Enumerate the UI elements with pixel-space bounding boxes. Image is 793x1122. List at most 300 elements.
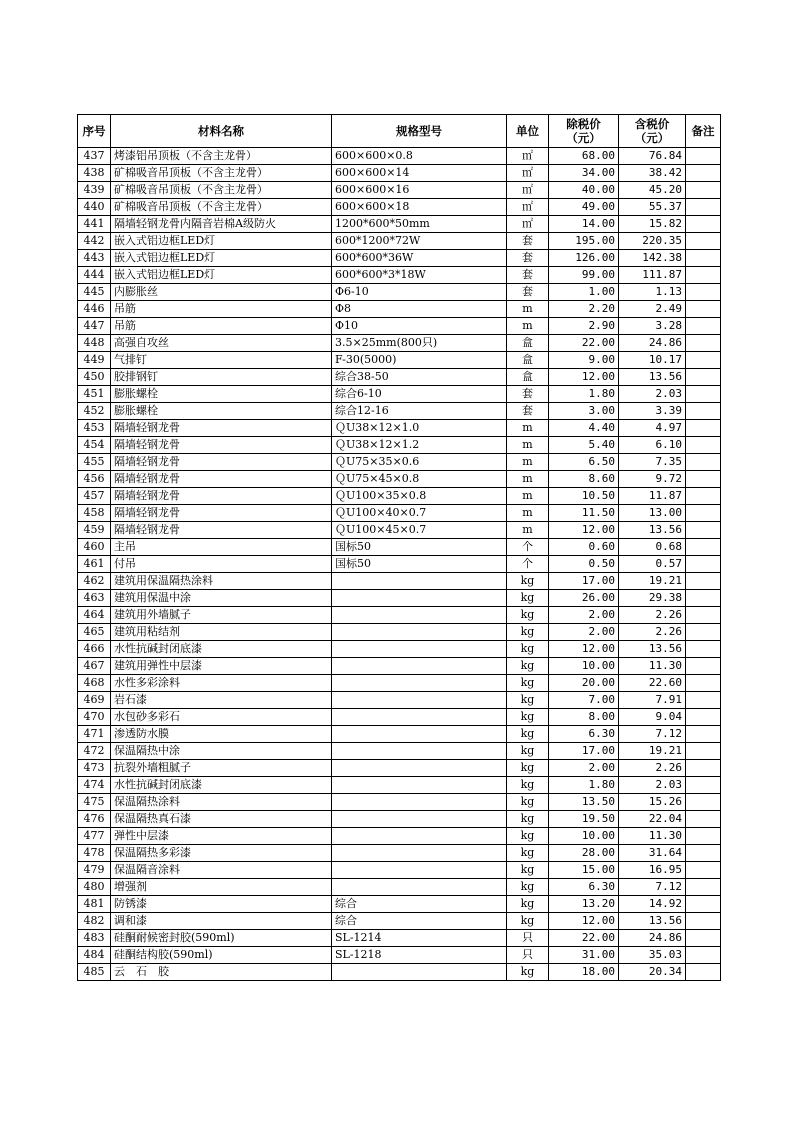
cell-price-ex-tax: 1.00 [549,284,619,301]
cell-price-ex-tax: 2.00 [549,760,619,777]
table-row [78,556,721,573]
cell-material-name: 主吊 [111,539,332,556]
table-row [78,590,721,607]
cell-price-inc-tax: 1.13 [619,284,686,301]
header-price-inc-tax [619,115,686,148]
cell-note [686,573,721,590]
cell-material-name: 硅酮耐候密封胶(590ml) [111,930,332,947]
cell-spec [332,828,507,845]
cell-unit: kg [507,777,549,794]
cell-unit: kg [507,675,549,692]
cell-unit: kg [507,879,549,896]
cell-material-name: 矿棉吸音吊顶板（不含主龙骨） [111,165,332,182]
cell-spec [332,726,507,743]
table-header-row [78,115,721,148]
table-row [78,743,721,760]
cell-no: 475 [78,794,111,811]
table-row [78,896,721,913]
table-row [78,658,721,675]
material-price-table [77,114,721,981]
cell-unit: 套 [507,284,549,301]
table-row [78,148,721,165]
cell-price-inc-tax: 0.68 [619,539,686,556]
cell-no: 457 [78,488,111,505]
cell-unit: kg [507,692,549,709]
cell-price-ex-tax: 13.50 [549,794,619,811]
cell-unit: 套 [507,386,549,403]
cell-spec [332,709,507,726]
cell-price-inc-tax: 19.21 [619,743,686,760]
cell-price-inc-tax: 10.17 [619,352,686,369]
cell-unit: kg [507,964,549,981]
table-row [78,539,721,556]
header-no: 序号 [78,115,111,148]
header-price-inc-tax-unit: （元） [634,131,670,145]
cell-spec [332,845,507,862]
table-row [78,607,721,624]
cell-unit: 盒 [507,335,549,352]
table-row [78,828,721,845]
cell-price-inc-tax: 2.49 [619,301,686,318]
cell-price-inc-tax: 24.86 [619,930,686,947]
cell-price-ex-tax: 13.20 [549,896,619,913]
cell-unit: 个 [507,556,549,573]
cell-note [686,641,721,658]
header-name: 材料名称 [111,115,332,148]
table-row [78,522,721,539]
table-row [78,420,721,437]
cell-no: 470 [78,709,111,726]
cell-no: 450 [78,369,111,386]
cell-material-name: 渗透防水膜 [111,726,332,743]
cell-material-name: 增强剂 [111,879,332,896]
table-row [78,709,721,726]
cell-material-name: 硅酮结构胶(590ml) [111,947,332,964]
cell-material-name: 隔墙轻钢龙骨 [111,488,332,505]
cell-unit: m [507,437,549,454]
cell-note [686,233,721,250]
cell-material-name: 吊筋 [111,301,332,318]
cell-unit: kg [507,573,549,590]
cell-material-name: 隔墙轻钢龙骨 [111,522,332,539]
table-row [78,624,721,641]
cell-spec: Φ10 [332,318,507,335]
cell-note [686,879,721,896]
table-row [78,862,721,879]
cell-price-inc-tax: 29.38 [619,590,686,607]
cell-unit: kg [507,726,549,743]
cell-no: 455 [78,454,111,471]
cell-price-ex-tax: 5.40 [549,437,619,454]
cell-material-name: 膨胀螺栓 [111,386,332,403]
cell-spec [332,862,507,879]
table-row [78,641,721,658]
cell-unit: 个 [507,539,549,556]
cell-price-ex-tax: 99.00 [549,267,619,284]
cell-note [686,675,721,692]
cell-spec [332,743,507,760]
cell-spec: 600×600×18 [332,199,507,216]
table-row [78,845,721,862]
cell-no: 483 [78,930,111,947]
cell-price-ex-tax: 17.00 [549,743,619,760]
cell-material-name: 矿棉吸音吊顶板（不含主龙骨） [111,199,332,216]
cell-note [686,403,721,420]
cell-note [686,250,721,267]
cell-price-inc-tax: 13.56 [619,641,686,658]
cell-price-ex-tax: 12.00 [549,641,619,658]
cell-material-name: 嵌入式铝边框LED灯 [111,250,332,267]
cell-no: 437 [78,148,111,165]
cell-note [686,318,721,335]
cell-price-ex-tax: 22.00 [549,335,619,352]
cell-unit: m [507,420,549,437]
cell-spec: 600×600×14 [332,165,507,182]
cell-price-inc-tax: 3.39 [619,403,686,420]
cell-material-name: 建筑用弹性中层漆 [111,658,332,675]
cell-no: 444 [78,267,111,284]
cell-price-ex-tax: 12.00 [549,522,619,539]
cell-no: 466 [78,641,111,658]
cell-note [686,335,721,352]
cell-price-inc-tax: 9.72 [619,471,686,488]
cell-no: 471 [78,726,111,743]
cell-material-name: 矿棉吸音吊顶板（不含主龙骨） [111,182,332,199]
cell-price-inc-tax: 111.87 [619,267,686,284]
cell-no: 462 [78,573,111,590]
cell-price-ex-tax: 6.30 [549,879,619,896]
cell-price-ex-tax: 2.20 [549,301,619,318]
cell-price-ex-tax: 12.00 [549,913,619,930]
cell-spec [332,658,507,675]
cell-price-inc-tax: 13.56 [619,522,686,539]
header-price-ex-tax-unit: （元） [566,131,601,145]
cell-spec: 600*1200*72W [332,233,507,250]
cell-no: 472 [78,743,111,760]
cell-price-inc-tax: 55.37 [619,199,686,216]
cell-price-ex-tax: 28.00 [549,845,619,862]
cell-note [686,284,721,301]
cell-spec: ＱU38×12×1.0 [332,420,507,437]
table-row [78,454,721,471]
cell-note [686,522,721,539]
cell-no: 451 [78,386,111,403]
cell-no: 473 [78,760,111,777]
table-row [78,182,721,199]
cell-unit: kg [507,828,549,845]
cell-price-ex-tax: 8.00 [549,709,619,726]
cell-price-inc-tax: 13.56 [619,369,686,386]
cell-no: 485 [78,964,111,981]
cell-note [686,505,721,522]
cell-unit: 只 [507,947,549,964]
cell-note [686,216,721,233]
cell-spec: SL-1214 [332,930,507,947]
cell-unit: kg [507,845,549,862]
cell-unit: 套 [507,267,549,284]
cell-spec [332,777,507,794]
cell-note [686,199,721,216]
cell-price-inc-tax: 11.30 [619,828,686,845]
cell-spec [332,879,507,896]
cell-no: 443 [78,250,111,267]
cell-unit: m [507,505,549,522]
cell-price-inc-tax: 22.04 [619,811,686,828]
cell-material-name: 气排钉 [111,352,332,369]
cell-material-name: 隔墙轻钢龙骨内隔音岩棉A级防火 [111,216,332,233]
cell-price-ex-tax: 2.90 [549,318,619,335]
cell-price-inc-tax: 2.26 [619,624,686,641]
cell-price-inc-tax: 142.38 [619,250,686,267]
cell-price-inc-tax: 7.91 [619,692,686,709]
cell-unit: m [507,318,549,335]
header-spec: 规格型号 [332,115,507,148]
cell-price-ex-tax: 26.00 [549,590,619,607]
cell-price-ex-tax: 126.00 [549,250,619,267]
cell-unit: kg [507,624,549,641]
cell-no: 438 [78,165,111,182]
cell-note [686,420,721,437]
table-row [78,777,721,794]
cell-spec [332,624,507,641]
cell-price-inc-tax: 16.95 [619,862,686,879]
cell-unit: kg [507,743,549,760]
cell-price-ex-tax: 4.40 [549,420,619,437]
cell-spec: SL-1218 [332,947,507,964]
cell-price-ex-tax: 49.00 [549,199,619,216]
cell-material-name: 保温隔热涂料 [111,794,332,811]
cell-material-name: 岩石漆 [111,692,332,709]
cell-price-ex-tax: 68.00 [549,148,619,165]
cell-price-ex-tax: 8.60 [549,471,619,488]
cell-note [686,539,721,556]
cell-material-name: 保温隔热真石漆 [111,811,332,828]
cell-no: 452 [78,403,111,420]
cell-note [686,148,721,165]
cell-material-name: 云 石 胶 [111,964,332,981]
cell-unit: ㎡ [507,199,549,216]
cell-no: 480 [78,879,111,896]
table-row [78,165,721,182]
cell-price-inc-tax: 13.56 [619,913,686,930]
cell-no: 467 [78,658,111,675]
cell-price-ex-tax: 19.50 [549,811,619,828]
cell-material-name: 隔墙轻钢龙骨 [111,420,332,437]
cell-unit: kg [507,862,549,879]
table-row [78,811,721,828]
cell-price-inc-tax: 20.34 [619,964,686,981]
cell-price-inc-tax: 15.82 [619,216,686,233]
table-row [78,471,721,488]
cell-unit: kg [507,709,549,726]
cell-note [686,267,721,284]
table-row [78,505,721,522]
cell-spec: ＱU75×35×0.6 [332,454,507,471]
cell-no: 460 [78,539,111,556]
table-row [78,199,721,216]
cell-spec [332,811,507,828]
cell-unit: ㎡ [507,148,549,165]
cell-material-name: 隔墙轻钢龙骨 [111,471,332,488]
cell-material-name: 嵌入式铝边框LED灯 [111,267,332,284]
cell-spec [332,692,507,709]
cell-note [686,624,721,641]
cell-note [686,471,721,488]
cell-price-ex-tax: 10.50 [549,488,619,505]
table-row [78,930,721,947]
cell-price-inc-tax: 2.03 [619,386,686,403]
cell-no: 469 [78,692,111,709]
cell-material-name: 建筑用粘结剂 [111,624,332,641]
cell-material-name: 嵌入式铝边框LED灯 [111,233,332,250]
cell-no: 453 [78,420,111,437]
cell-unit: kg [507,658,549,675]
cell-price-ex-tax: 17.00 [549,573,619,590]
cell-price-ex-tax: 0.50 [549,556,619,573]
cell-note [686,369,721,386]
cell-no: 459 [78,522,111,539]
cell-no: 446 [78,301,111,318]
cell-note [686,760,721,777]
table-row [78,437,721,454]
cell-note [686,828,721,845]
cell-price-inc-tax: 2.26 [619,760,686,777]
cell-note [686,862,721,879]
cell-unit: kg [507,641,549,658]
cell-no: 474 [78,777,111,794]
cell-note [686,165,721,182]
cell-spec: 600×600×16 [332,182,507,199]
table-row [78,403,721,420]
cell-material-name: 保温隔热多彩漆 [111,845,332,862]
cell-spec: 3.5×25mm(800只) [332,335,507,352]
cell-price-inc-tax: 22.60 [619,675,686,692]
cell-no: 454 [78,437,111,454]
cell-material-name: 水包砂多彩石 [111,709,332,726]
cell-spec: 600×600×0.8 [332,148,507,165]
cell-no: 456 [78,471,111,488]
cell-no: 478 [78,845,111,862]
cell-price-inc-tax: 76.84 [619,148,686,165]
cell-no: 440 [78,199,111,216]
cell-note [686,437,721,454]
table-row [78,794,721,811]
header-price-ex-tax-label: 除税价 [566,117,601,131]
cell-note [686,590,721,607]
cell-unit: kg [507,794,549,811]
cell-unit: 盒 [507,352,549,369]
cell-no: 464 [78,607,111,624]
cell-material-name: 高强自攻丝 [111,335,332,352]
cell-note [686,794,721,811]
cell-spec: 综合 [332,913,507,930]
table-row [78,233,721,250]
cell-unit: m [507,471,549,488]
cell-unit: 盒 [507,369,549,386]
cell-no: 476 [78,811,111,828]
cell-no: 468 [78,675,111,692]
cell-note [686,947,721,964]
cell-note [686,811,721,828]
cell-note [686,607,721,624]
cell-price-ex-tax: 3.00 [549,403,619,420]
cell-material-name: 水性抗碱封闭底漆 [111,641,332,658]
cell-material-name: 水性抗碱封闭底漆 [111,777,332,794]
cell-note [686,386,721,403]
cell-no: 442 [78,233,111,250]
cell-price-inc-tax: 2.03 [619,777,686,794]
table-row [78,216,721,233]
cell-material-name: 保温隔音涂料 [111,862,332,879]
cell-note [686,352,721,369]
cell-price-inc-tax: 0.57 [619,556,686,573]
cell-note [686,709,721,726]
cell-price-inc-tax: 45.20 [619,182,686,199]
cell-material-name: 防锈漆 [111,896,332,913]
cell-price-ex-tax: 34.00 [549,165,619,182]
cell-spec: 综合6-10 [332,386,507,403]
cell-price-inc-tax: 13.00 [619,505,686,522]
cell-price-inc-tax: 15.26 [619,794,686,811]
cell-note [686,913,721,930]
table-row [78,301,721,318]
cell-spec: 600*600*3*18W [332,267,507,284]
cell-unit: 只 [507,930,549,947]
table-row [78,250,721,267]
cell-price-inc-tax: 4.97 [619,420,686,437]
cell-spec: F-30(5000) [332,352,507,369]
cell-unit: m [507,454,549,471]
cell-price-inc-tax: 7.35 [619,454,686,471]
cell-no: 458 [78,505,111,522]
cell-price-ex-tax: 1.80 [549,777,619,794]
cell-unit: kg [507,590,549,607]
cell-spec [332,590,507,607]
cell-spec: 1200*600*50mm [332,216,507,233]
cell-material-name: 内膨胀丝 [111,284,332,301]
table-row [78,879,721,896]
table-row [78,369,721,386]
cell-material-name: 弹性中层漆 [111,828,332,845]
cell-price-inc-tax: 24.86 [619,335,686,352]
header-price-inc-tax-label: 含税价 [634,117,670,131]
table-row [78,726,721,743]
cell-spec: 综合38-50 [332,369,507,386]
cell-price-ex-tax: 1.80 [549,386,619,403]
cell-unit: m [507,301,549,318]
cell-unit: kg [507,811,549,828]
cell-unit: kg [507,913,549,930]
header-price-ex-tax [549,115,619,148]
cell-material-name: 隔墙轻钢龙骨 [111,505,332,522]
cell-price-ex-tax: 7.00 [549,692,619,709]
cell-spec: 综合12-16 [332,403,507,420]
cell-material-name: 建筑用保温中涂 [111,590,332,607]
cell-material-name: 付吊 [111,556,332,573]
cell-no: 449 [78,352,111,369]
cell-no: 481 [78,896,111,913]
header-unit: 单位 [507,115,549,148]
cell-price-inc-tax: 35.03 [619,947,686,964]
cell-unit: m [507,488,549,505]
cell-price-inc-tax: 38.42 [619,165,686,182]
cell-unit: m [507,522,549,539]
cell-spec [332,641,507,658]
cell-price-ex-tax: 2.00 [549,607,619,624]
cell-spec [332,607,507,624]
cell-spec: 国标50 [332,539,507,556]
cell-price-ex-tax: 20.00 [549,675,619,692]
